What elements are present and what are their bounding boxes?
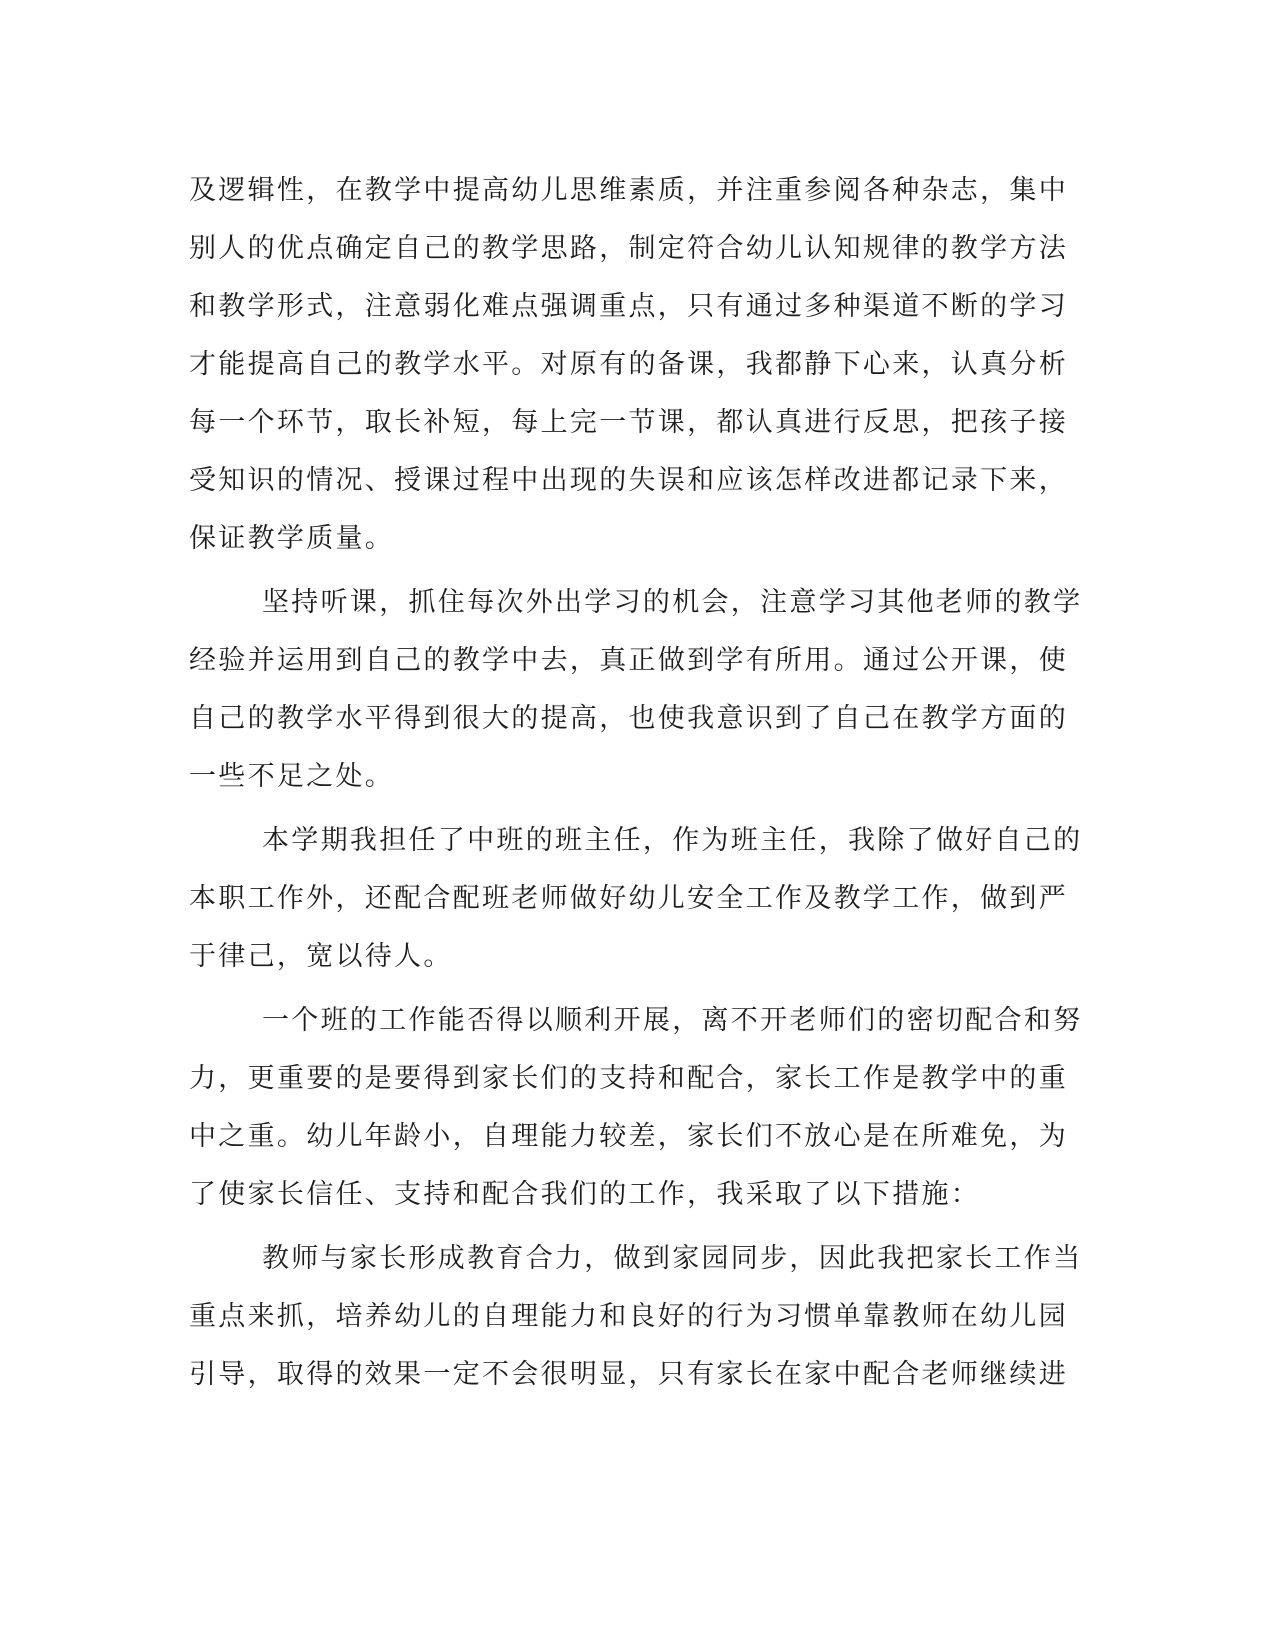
text-line: 了使家长信任、支持和配合我们的工作，我采取了以下措施：	[189, 1179, 981, 1210]
text-line: 才能提高自己的教学水平。对原有的备课，我都静下心来，认真分析	[189, 349, 1068, 380]
text-line: 和教学形式，注意弱化难点强调重点，只有通过多种渠道不断的学习	[189, 291, 1068, 322]
text-line: 教师与家长形成教育合力，做到家园同步，因此我把家长工作当	[262, 1243, 1083, 1274]
text-line: 保证教学质量。	[189, 523, 395, 554]
paragraph-4	[189, 992, 1083, 1224]
text-line: 别人的优点确定自己的教学思路，制定符合幼儿认知规律的教学方法	[189, 233, 1068, 264]
text-line: 一个班的工作能否得以顺利开展，离不开老师们的密切配合和努	[262, 1005, 1083, 1036]
text-line: 于律己，宽以待人。	[189, 941, 453, 972]
text-line: 引导，取得的效果一定不会很明显，只有家长在家中配合老师继续进	[189, 1359, 1068, 1390]
text-line: 重点来抓，培养幼儿的自理能力和良好的行为习惯单靠教师在幼儿园	[189, 1301, 1068, 1332]
text-line: 一些不足之处。	[189, 761, 395, 792]
text-line: 中之重。幼儿年龄小，自理能力较差，家长们不放心是在所难免，为	[189, 1121, 1068, 1152]
text-line: 坚持听课，抓住每次外出学习的机会，注意学习其他老师的教学	[262, 587, 1083, 618]
text-line: 及逻辑性，在教学中提高幼儿思维素质，并注重参阅各种杂志，集中	[189, 175, 1068, 206]
paragraph-3	[189, 812, 1083, 986]
text-line: 自己的教学水平得到很大的提高，也使我意识到了自己在教学方面的	[189, 703, 1068, 734]
text-line: 力，更重要的是要得到家长们的支持和配合，家长工作是教学中的重	[189, 1063, 1068, 1094]
text-line: 每一个环节，取长补短，每上完一节课，都认真进行反思，把孩子接	[189, 407, 1068, 438]
paragraph-5	[189, 1230, 1083, 1404]
text-line: 本职工作外，还配合配班老师做好幼儿安全工作及教学工作，做到严	[189, 883, 1068, 914]
text-line: 受知识的情况、授课过程中出现的失误和应该怎样改进都记录下来，	[189, 465, 1068, 496]
document-body	[189, 162, 1083, 1404]
text-line: 经验并运用到自己的教学中去，真正做到学有所用。通过公开课，使	[189, 645, 1068, 676]
text-line: 本学期我担任了中班的班主任，作为班主任，我除了做好自己的	[262, 825, 1083, 856]
paragraph-1	[189, 162, 1079, 568]
paragraph-2	[189, 574, 1083, 806]
